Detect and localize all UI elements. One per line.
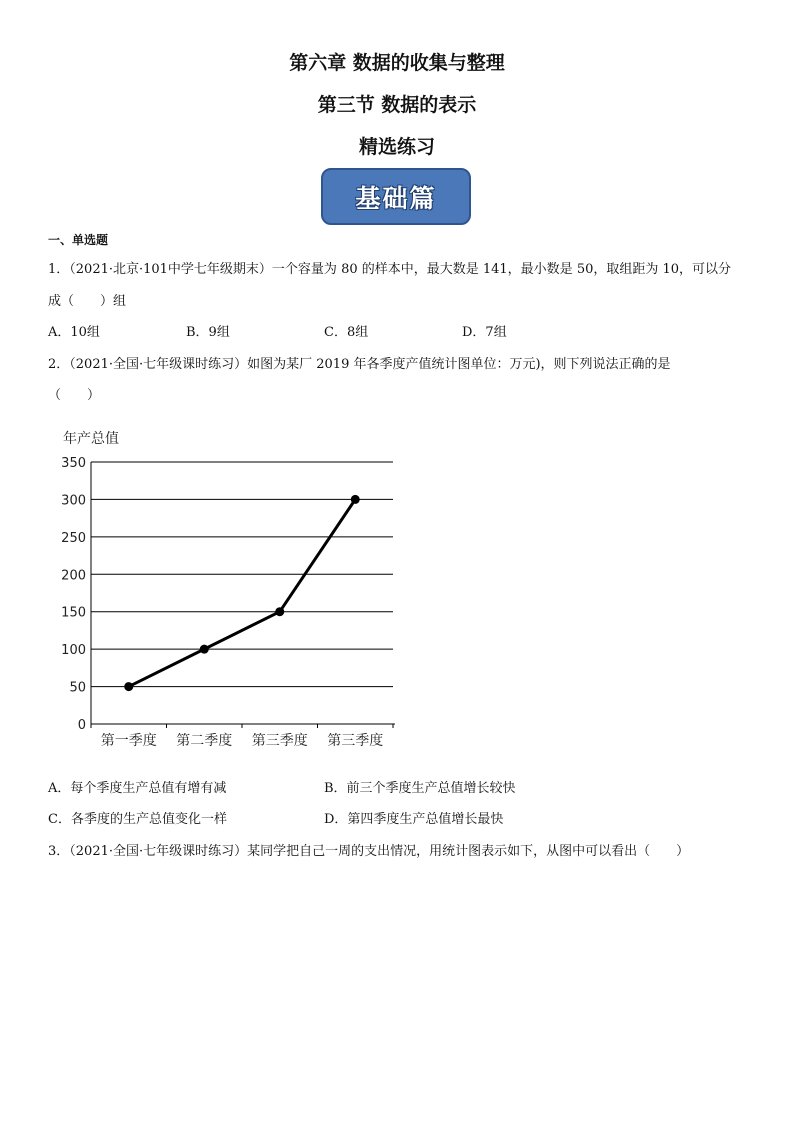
q2-option-a: A．每个季度生产总值有增有减 (48, 781, 227, 796)
data-point (275, 607, 284, 616)
q1-option-a: A．10组 (48, 325, 100, 340)
q2-text-line2: （ ） (48, 388, 101, 403)
y-tick-label: 300 (61, 493, 86, 509)
data-point (200, 645, 209, 654)
x-tick-label: 第三季度 (251, 733, 308, 749)
q1-option-c: C．8组 (324, 325, 369, 340)
x-tick-label: 第二季度 (176, 733, 233, 749)
y-tick-label: 250 (61, 530, 86, 546)
series-line (129, 499, 356, 686)
q2-option-c: C．各季度的生产总值变化一样 (48, 812, 227, 827)
x-tick-label: 第一季度 (100, 733, 157, 749)
data-point (124, 682, 133, 691)
section-title: 第三节 数据的表示 (317, 94, 477, 116)
q2-text-line1: 2．（2021·全国·七年级课时练习）如图为某厂 2019 年各季度产值统计图单位：万元)，则下列说法正确的是 (48, 357, 671, 372)
subtitle: 精选练习 (358, 136, 435, 158)
y-tick-label: 100 (61, 643, 86, 659)
y-axis-label: 年产总值 (63, 431, 119, 447)
q1-option-b: B．9组 (186, 325, 230, 340)
y-tick-label: 0 (77, 718, 86, 733)
y-tick-label: 350 (61, 456, 86, 471)
part-title: 一、单选题 (48, 233, 109, 247)
level-badge: 基础篇 (321, 168, 471, 225)
x-tick-label: 第三季度 (327, 733, 384, 749)
data-point (351, 495, 360, 504)
q1-text-line2: 成（ ）组 (48, 294, 127, 309)
q2-option-b: B．前三个季度生产总值增长较快 (324, 781, 516, 796)
chapter-title: 第六章 数据的收集与整理 (289, 52, 505, 74)
y-tick-label: 200 (61, 568, 86, 584)
q3-text-line1: 3．（2021·全国·七年级课时练习）某同学把自己一周的支出情况，用统计图表示如下，从图中可以看出（ ） (48, 844, 690, 859)
q2-option-d: D．第四季度生产总值增长最快 (324, 812, 504, 827)
y-tick-label: 150 (61, 605, 86, 621)
q1-option-d: D．7组 (462, 325, 507, 340)
q1-text-line1: 1．（2021·北京·101中学七年级期末）一个容量为 80 的样本中，最大数是 141，最小数是 50，取组距为 10，可以分 (48, 262, 732, 277)
quarterly-output-line-chart (40, 420, 420, 760)
y-tick-label: 50 (69, 680, 86, 696)
